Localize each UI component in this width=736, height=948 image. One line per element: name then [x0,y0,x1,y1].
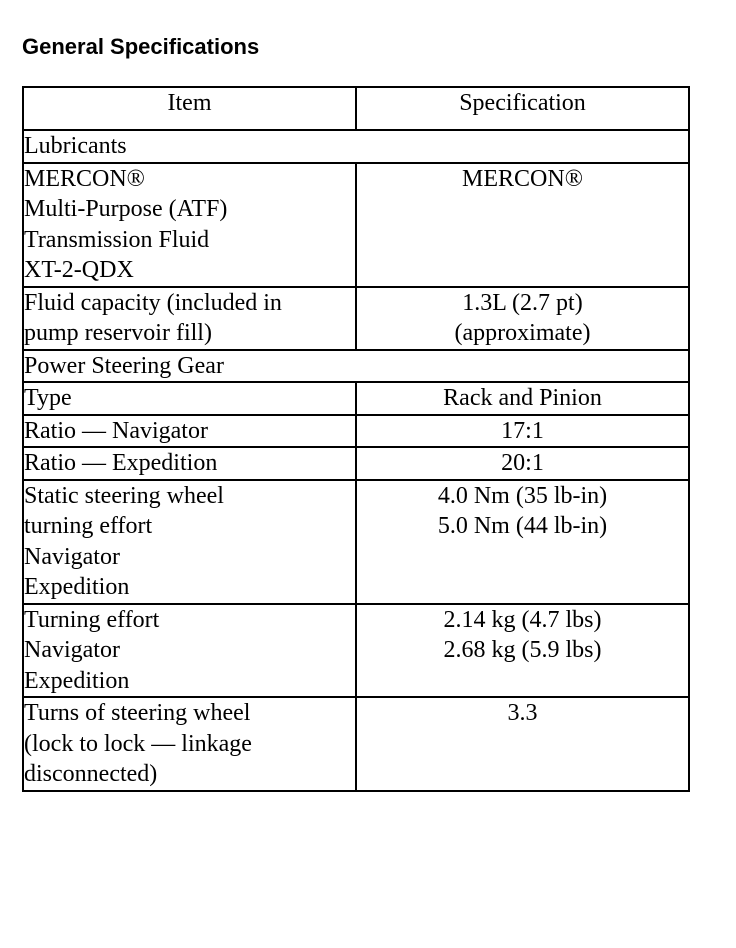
item-line: Turning effort [24,606,160,633]
item-line: XT-2-QDX [24,257,134,283]
item-line: Multi-Purpose (ATF) [24,196,228,222]
item-line: Type [24,385,72,411]
spec-cell [356,604,689,698]
table-row [23,163,689,287]
item-line: MERCON® [24,165,145,192]
spec-line: 4.0 Nm (35 lb-in) [437,482,608,509]
item-line: Ratio — Expedition [24,450,218,476]
spec-line: Rack and Pinion [443,385,602,411]
table-row [23,415,689,448]
table-row [23,604,689,698]
item-cell [23,480,356,604]
column-header-specification: Specification [356,87,689,130]
spec-cell [356,697,689,791]
table-row [23,447,689,480]
item-line: Ratio — Navigator [24,417,208,444]
spec-cell [356,287,689,350]
spec-cell [356,382,689,415]
spec-line: 5.0 Nm (44 lb-in) [437,513,608,539]
spec-line: MERCON® [462,165,583,192]
item-cell [23,447,356,480]
spec-line: 20:1 [501,450,544,476]
item-line: Fluid capacity (included in [24,289,282,316]
section-title: Power Steering Gear [23,350,689,383]
spec-line: 2.14 kg (4.7 lbs) [443,606,602,633]
table-row [23,287,689,350]
page-title: General Specifications [22,34,260,59]
table-row [23,480,689,604]
spec-cell [356,480,689,604]
item-line: pump reservoir fill) [24,320,212,346]
spec-cell [356,415,689,448]
item-line: Static steering wheel [24,482,224,509]
spec-line: (approximate) [454,320,591,346]
table-row [23,382,689,415]
table-row [23,697,689,791]
item-line: disconnected) [24,761,158,787]
item-line: Expedition [24,667,130,694]
section-title: Lubricants [23,130,689,163]
item-cell [23,163,356,287]
item-cell [23,382,356,415]
item-line: Transmission Fluid [24,226,210,253]
section-row-lubricants [23,130,689,163]
item-line: Navigator [24,637,120,663]
item-line: Navigator [24,543,120,570]
item-cell [23,697,356,791]
spec-line: 3.3 [507,700,538,726]
column-header-item: Item [23,87,356,130]
spec-line: 2.68 kg (5.9 lbs) [443,637,602,663]
spec-line: 17:1 [501,417,544,444]
section-row-power-steering-gear [23,350,689,383]
specifications-table [22,86,690,792]
item-cell [23,415,356,448]
item-line: turning effort [24,513,153,539]
spec-cell [356,447,689,480]
item-cell [23,287,356,350]
table-header-row [23,87,689,130]
spec-cell [356,163,689,287]
spec-line: 1.3L (2.7 pt) [462,289,583,316]
item-line: (lock to lock — linkage [24,730,252,757]
item-cell [23,604,356,698]
item-line: Turns of steering wheel [24,700,251,726]
item-line: Expedition [24,574,130,600]
